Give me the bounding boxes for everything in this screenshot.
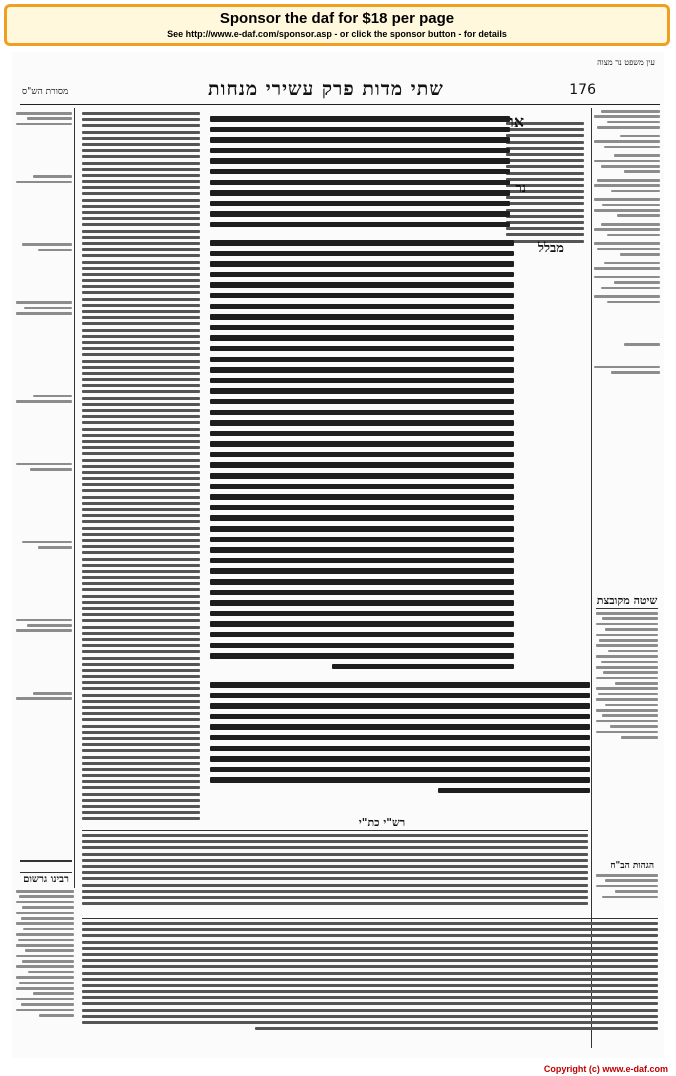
gemara-top-block (210, 116, 510, 236)
shita-rule (596, 608, 658, 609)
ein-mishpat-column (594, 110, 660, 630)
masoret-hashas-column (16, 112, 72, 872)
masoret-hashas-header: מסורת הש"ס (22, 87, 69, 97)
tosafot-column (82, 112, 200, 852)
rashi-ktav-yad-text (82, 834, 588, 914)
rabbeinu-gershom-label: רבינו גרשום (23, 874, 69, 885)
shita-mekubetzet-label: שיטה מקובצת (596, 594, 658, 607)
gemara-lower-block (210, 682, 590, 802)
copyright-link[interactable]: Copyright (c) www.e-daf.com (543, 1064, 668, 1074)
shita-mekubetzet-text (596, 612, 658, 802)
header-divider (20, 104, 660, 105)
rashi-ktav-yad-label: רש"י כת"י (358, 816, 406, 829)
page-title: שתי מדות פרק עשירי מנחות (208, 78, 444, 100)
hagahot-habach-label: הגהות הב"ח (610, 861, 654, 871)
bottom-rule (82, 918, 658, 919)
sponsor-title[interactable]: Sponsor the daf for $18 per page (219, 10, 455, 27)
ein-mishpat-header: עין משפט נר מצוה (597, 58, 655, 67)
rashi-opening-word-1: נר (515, 181, 526, 196)
left-column-rule (74, 108, 75, 888)
sponsor-subtitle[interactable]: See http://www.e-daf.com/sponsor.asp - or click the sponsor button - for details (167, 29, 507, 39)
right-column-rule (591, 108, 592, 1048)
rashi-ktav-yad-rule (82, 830, 588, 831)
page-number: 176 (569, 82, 596, 98)
gemara-opening-word: או (509, 112, 524, 131)
bottom-commentary-text (82, 922, 658, 1042)
gemara-main-block (210, 240, 514, 680)
rashi-opening-word-2: מבלל (537, 241, 564, 256)
sponsor-banner[interactable] (4, 4, 670, 46)
talmud-page (12, 52, 664, 1058)
rabbeinu-gershom-text (16, 890, 74, 1052)
rabbeinu-gershom-ornament (20, 860, 72, 873)
